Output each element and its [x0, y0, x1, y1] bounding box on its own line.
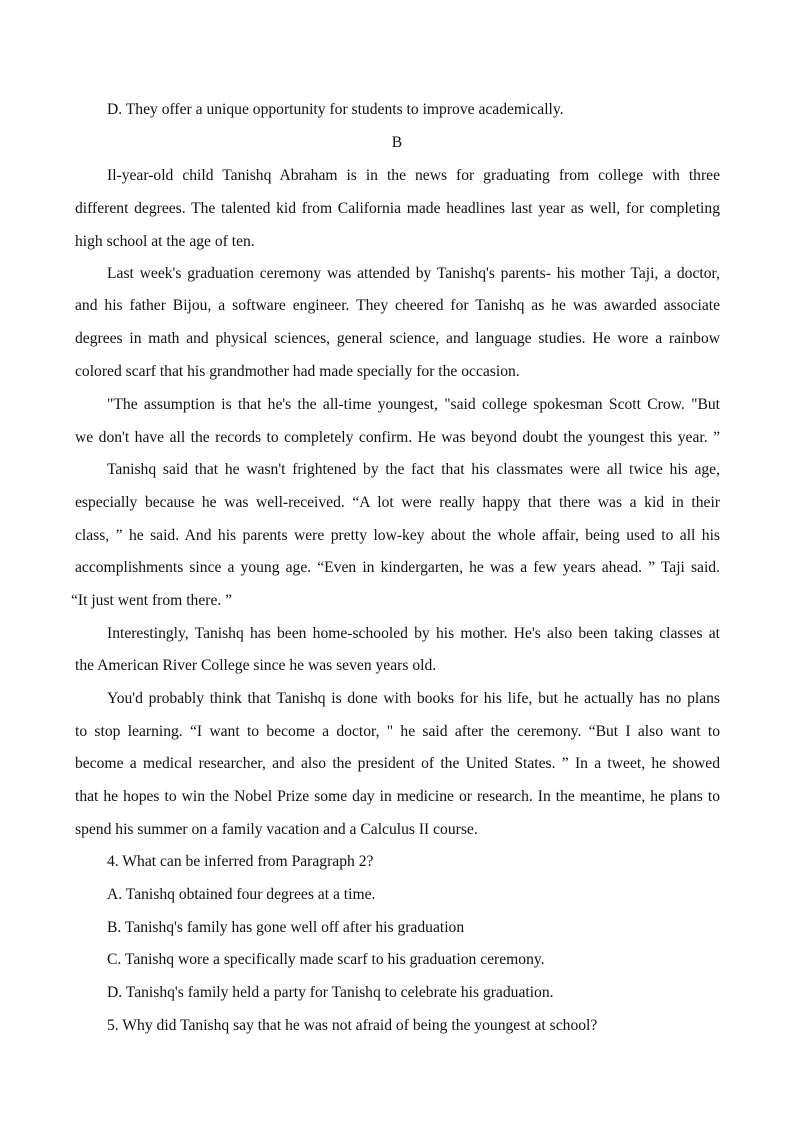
section-label: B: [391, 134, 403, 151]
passage-p4-line-2: especially because he was well-received. “A lot were really happy that there was a kid in their: [75, 494, 720, 511]
previous-question-option-d: D. They offer a unique opportunity for students to improve academically.: [107, 101, 564, 118]
question-5: 5. Why did Tanishq say that he was not afraid of being the youngest at school?: [107, 1017, 598, 1034]
passage-p1-line-2: different degrees. The talented kid from California made headlines last year as well, for completing: [75, 200, 720, 217]
passage-p4-line-1: Tanishq said that he wasn't frightened by the fact that his classmates were all twice his age,: [107, 461, 720, 478]
passage-p6-line-4: that he hopes to win the Nobel Prize some day in medicine or research. In the meantime, he plans to: [75, 788, 720, 805]
passage-p1-line-3: high school at the age of ten.: [75, 233, 255, 250]
passage-p4-line-3: class, ” he said. And his parents were pretty low-key about the whole affair, being used to all his: [75, 527, 720, 544]
passage-p4-line-4: accomplishments since a young age. “Even in kindergarten, he was a few years ahead. ” Taji said.: [75, 559, 720, 576]
passage-p5-line-2: the American River College since he was seven years old.: [75, 657, 437, 674]
question-4: 4. What can be inferred from Paragraph 2?: [107, 853, 374, 870]
passage-p1-line-1: Il-year-old child Tanishq Abraham is in the news for graduating from college with three: [107, 167, 720, 184]
question-4-option-a: A. Tanishq obtained four degrees at a time.: [107, 886, 376, 903]
passage-p3-line-1: "The assumption is that he's the all-time youngest, "said college spokesman Scott Crow. "But: [107, 396, 720, 413]
question-4-option-b: B. Tanishq's family has gone well off after his graduation: [107, 919, 465, 936]
passage-p4-line-5: “It just went from there. ”: [71, 592, 233, 609]
passage-p2-line-4: colored scarf that his grandmother had made specially for the occasion.: [75, 363, 520, 380]
passage-p2-line-3: degrees in math and physical sciences, general science, and language studies. He wore a rainbow: [75, 330, 720, 347]
passage-p6-line-2: to stop learning. “I want to become a doctor, " he said after the ceremony. “But I also want to: [75, 723, 720, 740]
passage-p6-line-1: You'd probably think that Tanishq is done with books for his life, but he actually has no plans: [107, 690, 720, 707]
question-4-option-d: D. Tanishq's family held a party for Tanishq to celebrate his graduation.: [107, 984, 554, 1001]
question-4-option-c: C. Tanishq wore a specifically made scarf to his graduation ceremony.: [107, 951, 545, 968]
passage-p6-line-5: spend his summer on a family vacation and a Calculus II course.: [75, 821, 478, 838]
passage-p5-line-1: Interestingly, Tanishq has been home-schooled by his mother. He's also been taking classes at: [107, 625, 720, 642]
passage-p2-line-2: and his father Bijou, a software engineer. They cheered for Tanishq as he was awarded associate: [75, 297, 720, 314]
passage-p6-line-3: become a medical researcher, and also the president of the United States. ” In a tweet, he showed: [75, 755, 720, 772]
passage-p3-line-2: we don't have all the records to completely confirm. He was beyond doubt the youngest this year. ”: [75, 429, 720, 446]
passage-p2-line-1: Last week's graduation ceremony was attended by Tanishq's parents- his mother Taji, a doctor,: [107, 265, 720, 282]
